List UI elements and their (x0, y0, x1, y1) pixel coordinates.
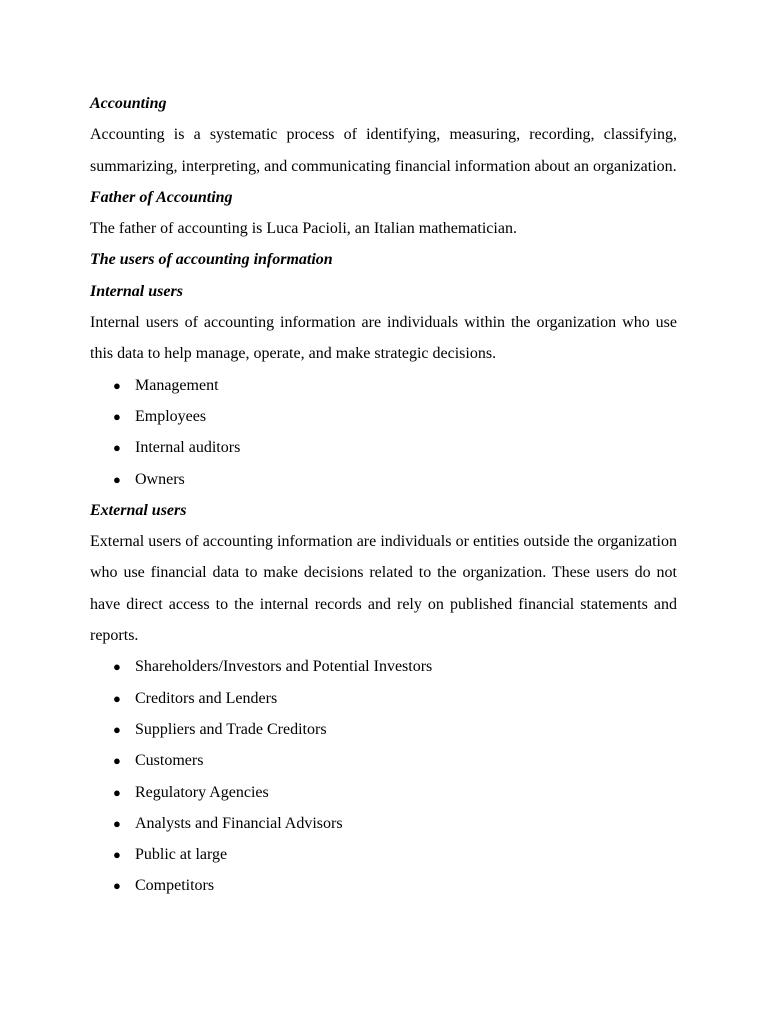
list-item (90, 401, 677, 432)
list-item (90, 839, 677, 870)
list-item-label: Customers (135, 752, 204, 770)
list-item (90, 745, 677, 776)
heading-father-of-accounting: Father of Accounting (90, 188, 233, 206)
heading-external-users: External users (90, 501, 187, 519)
list-item-label: Employees (135, 407, 207, 425)
heading-accounting: Accounting (90, 95, 167, 112)
list-item (90, 683, 677, 714)
bullet-icon: ● (113, 815, 121, 831)
list-item (90, 777, 677, 808)
list-item-label: Management (135, 376, 219, 394)
list-item (90, 714, 677, 745)
bullet-icon: ● (113, 440, 121, 456)
list-item-label: Suppliers and Trade Creditors (135, 720, 327, 738)
bullet-icon: ● (113, 847, 121, 863)
bullet-icon: ● (113, 659, 121, 675)
bullet-icon: ● (113, 721, 121, 737)
bullet-icon: ● (113, 784, 121, 800)
internal-users-list (90, 370, 677, 495)
paragraph-internal-users: Internal users of accounting information are individuals within the organization who use this data to help manage, operate, and make strategic decisions. (90, 314, 677, 363)
bullet-icon: ● (113, 753, 121, 769)
list-item-label: Internal auditors (135, 439, 241, 457)
document-page (90, 88, 677, 902)
paragraph-accounting-definition: Accounting is a systematic process of identifying, measuring, recording, classifying, summarizing, interpreting, and communicating financial information about an organization. (90, 126, 677, 175)
list-item-label: Owners (135, 470, 185, 488)
list-item-label: Analysts and Financial Advisors (135, 814, 343, 832)
list-item-label: Public at large (135, 846, 228, 864)
list-item (90, 870, 677, 901)
list-item-label: Regulatory Agencies (135, 783, 269, 801)
list-item (90, 808, 677, 839)
list-item (90, 464, 677, 495)
list-item (90, 370, 677, 401)
bullet-icon: ● (113, 408, 121, 424)
list-item-label: Shareholders/Investors and Potential Investors (135, 658, 433, 676)
heading-internal-users: Internal users (90, 282, 183, 300)
paragraph-external-users: External users of accounting information are individuals or entities outside the organization who use financial data to make decisions related to the organization. These users do not have direct access to the internal records and rely on published financial statements and reports. (90, 533, 677, 645)
bullet-icon: ● (113, 878, 121, 894)
bullet-icon: ● (113, 377, 121, 393)
list-item (90, 432, 677, 463)
paragraph-father-of-accounting: The father of accounting is Luca Pacioli, an Italian mathematician. (90, 220, 517, 238)
bullet-icon: ● (113, 690, 121, 706)
heading-users-of-accounting-information: The users of accounting information (90, 251, 333, 269)
list-item-label: Creditors and Lenders (135, 689, 278, 707)
list-item-label: Competitors (135, 877, 215, 895)
external-users-list (90, 651, 677, 901)
bullet-icon: ● (113, 471, 121, 487)
list-item (90, 651, 677, 682)
